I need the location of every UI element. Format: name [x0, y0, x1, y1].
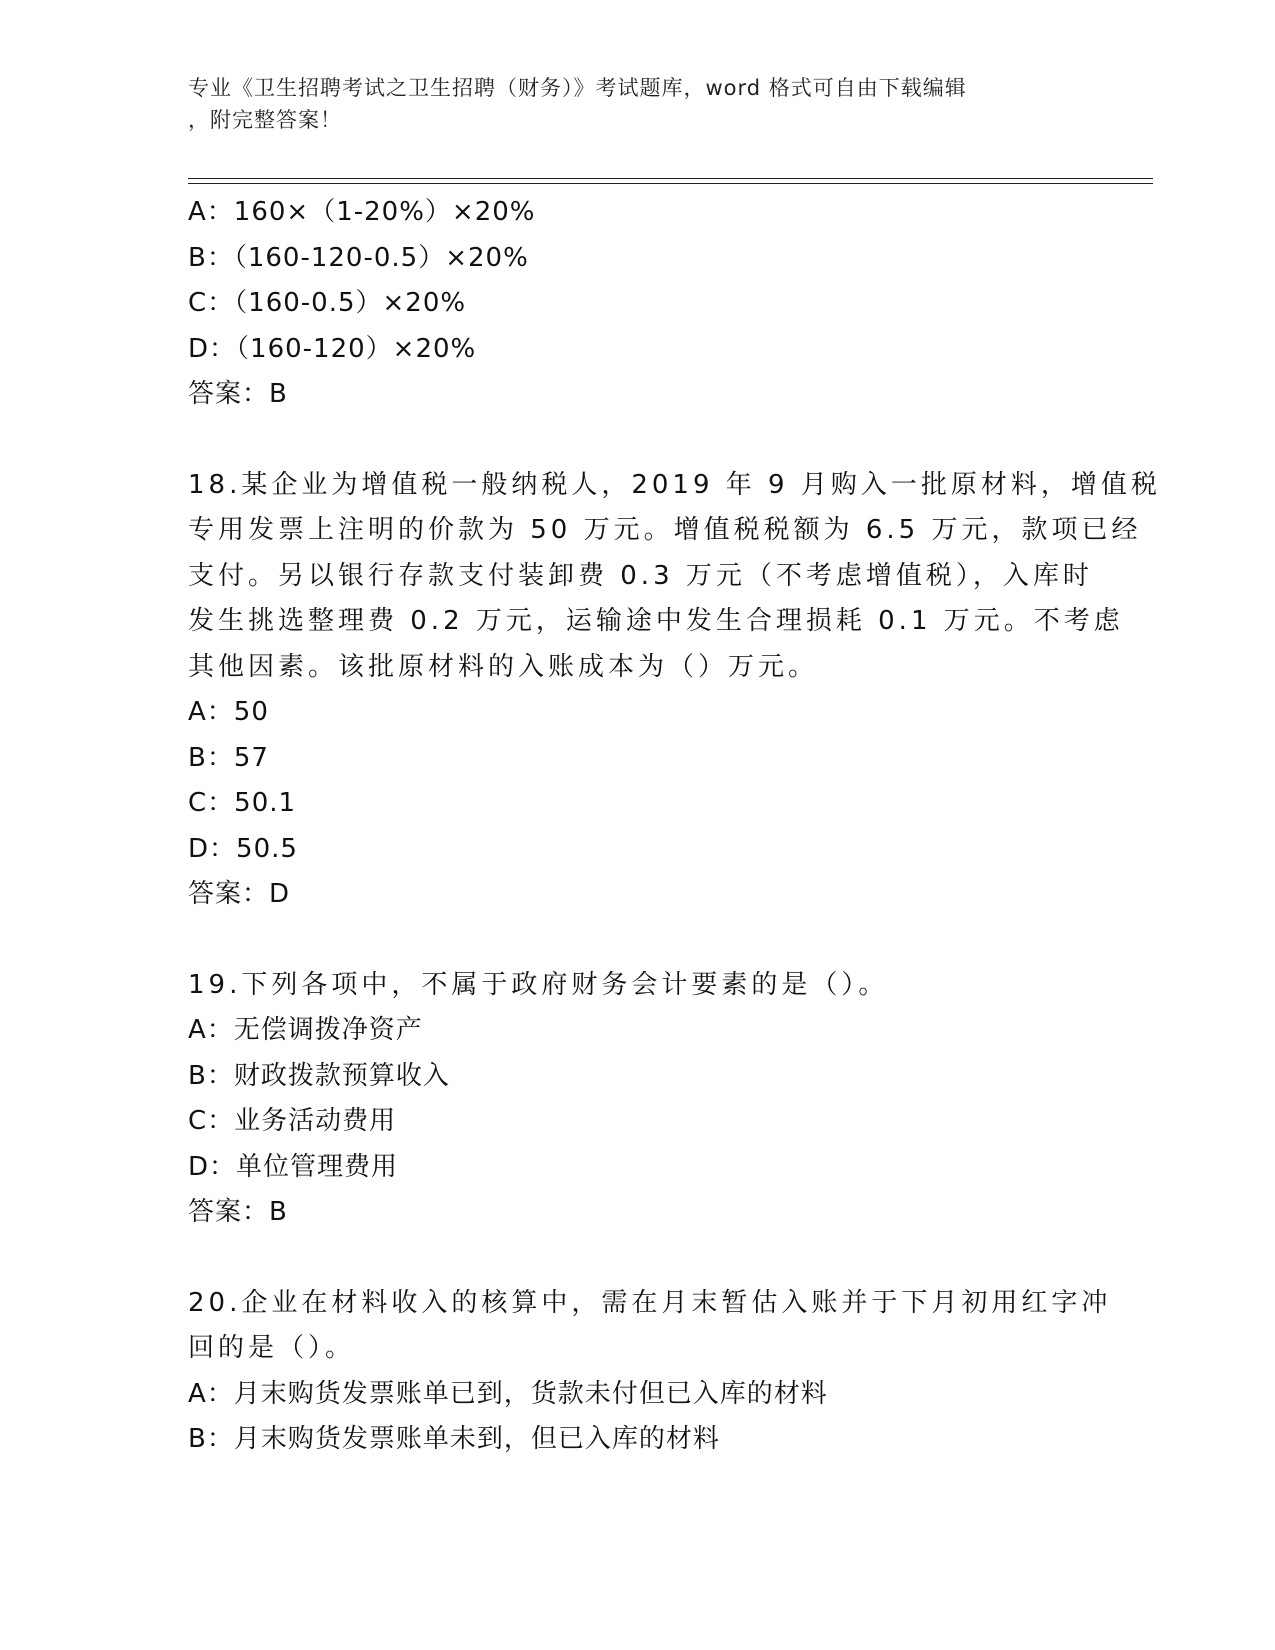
option-d: D：单位管理费用 [188, 1151, 399, 1182]
stem-line: 发生挑选整理费 0.2 万元，运输途中发生合理损耗 0.1 万元。不考虑 [188, 606, 1124, 636]
question-17 [188, 190, 1088, 418]
spacer [188, 1236, 1088, 1281]
spacer [188, 418, 1088, 463]
question-stem [188, 463, 1161, 691]
stem-line: 19.下列各项中，不属于政府财务会计要素的是（）。 [188, 969, 889, 1000]
spacer [188, 918, 1088, 963]
question-18 [188, 463, 1161, 918]
option-a: A：50 [188, 697, 269, 727]
option-d: D：（160-120）×20% [188, 333, 477, 364]
option-b: B：（160-120-0.5）×20% [188, 242, 529, 273]
answer-18: 答案：D [188, 879, 291, 909]
option-a: A：无偿调拨净资产 [188, 1015, 423, 1045]
stem-line: 支付。另以银行存款支付装卸费 0.3 万元（不考虑增值税），入库时 [188, 560, 1093, 591]
question-20 [188, 1281, 1112, 1463]
option-c: C：业务活动费用 [188, 1106, 397, 1136]
stem-line: 其他因素。该批原材料的入账成本为（）万元。 [188, 651, 819, 682]
stem-line: 20.企业在材料收入的核算中，需在月末暂估入账并于下月初用红字冲 [188, 1287, 1112, 1318]
header-line-2: ，附完整答案！ [188, 108, 342, 132]
page-header [188, 72, 1088, 136]
question-stem [188, 963, 1068, 1009]
stem-line: 18.某企业为增值税一般纳税人，2019 年 9 月购入一批原材料，增值税 [188, 469, 1161, 500]
document-body [188, 190, 1161, 1463]
option-b: B：月末购货发票账单未到，但已入库的材料 [188, 1424, 720, 1454]
stem-line: 专用发票上注明的价款为 50 万元。增值税税额为 6.5 万元，款项已经 [188, 515, 1142, 545]
option-c: C：50.1 [188, 788, 297, 818]
header-divider-top [188, 178, 1153, 179]
stem-line: 回的是（）。 [188, 1333, 356, 1363]
option-d: D：50.5 [188, 833, 298, 864]
header-divider-bottom [188, 183, 1153, 184]
question-19 [188, 963, 1088, 1236]
option-a: A：160×（1-20%）×20% [188, 197, 536, 227]
option-b: B：财政拨款预算收入 [188, 1060, 450, 1091]
header-line-1: 专业《卫生招聘考试之卫生招聘（财务）》考试题库，word 格式可自由下载编辑 [188, 76, 967, 100]
option-c: C：（160-0.5）×20% [188, 288, 467, 318]
option-a: A：月末购货发票账单已到，货款未付但已入库的材料 [188, 1378, 828, 1409]
question-stem [188, 1281, 1112, 1372]
answer-17: 答案：B [188, 379, 288, 409]
answer-19: 答案：B [188, 1197, 288, 1227]
option-b: B：57 [188, 742, 269, 773]
